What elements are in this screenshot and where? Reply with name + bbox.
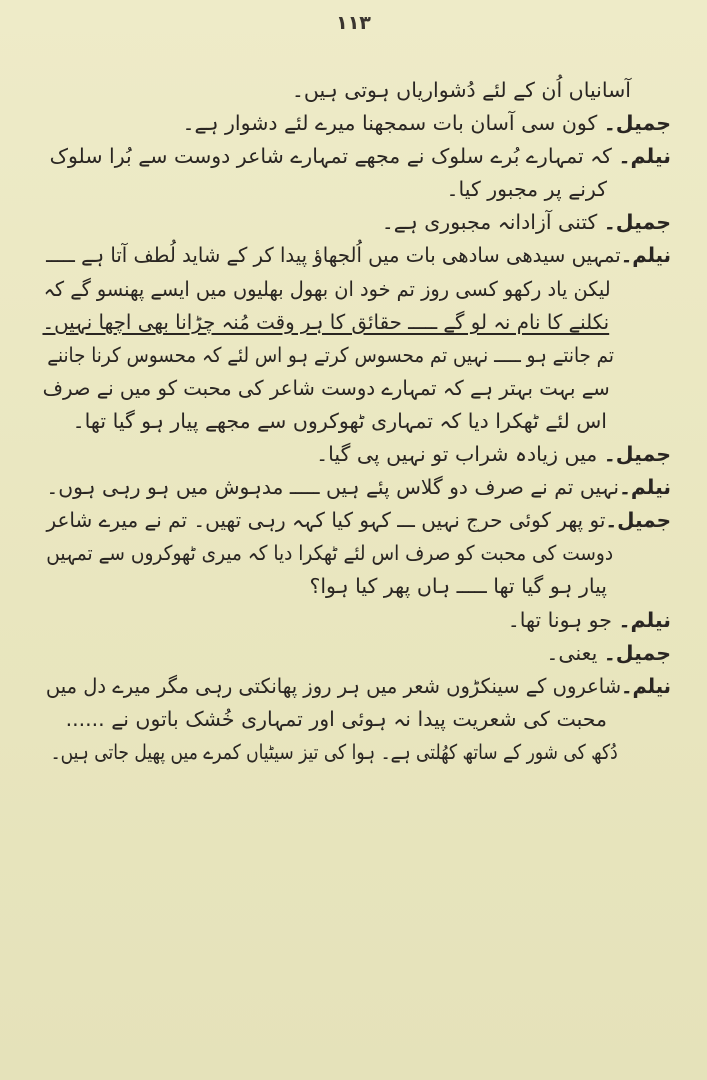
line-text: نہیں تم نے صرف دو گلاس پئے ہیں ـــــ مدہوش میں ہو رہی ہوں۔ <box>46 475 619 500</box>
text-line <box>46 239 671 272</box>
speaker-name: جمیل۔ <box>605 508 671 533</box>
text-line <box>47 339 671 372</box>
line-text: کون سی آسان بات سمجھنا میرے لئے دشوار ہے۔ <box>182 111 604 136</box>
text-line <box>40 637 671 670</box>
speaker-name: جمیل۔ <box>603 442 671 467</box>
line-text: کتنی آزادانہ مجبوری ہے۔ <box>381 210 604 235</box>
line-text: تم جانتے ہو ـــــ نہیں تم محسوس کرتے ہو اس لئے کہ محسوس کرنا جاننے <box>47 342 614 367</box>
speaker-name: جمیل۔ <box>603 210 671 235</box>
text-line <box>40 173 671 206</box>
line-text: میں زیادہ شراب تو نہیں پی گیا۔ <box>316 442 604 467</box>
line-text: لیکن یاد رکھو کسی روز تم خود ان بھول بھلیوں میں ایسے پھنسو گے کہ <box>43 276 611 301</box>
text-line <box>40 107 671 140</box>
line-text: جو ہونا تھا۔ <box>507 607 619 632</box>
speaker-name: نیلم۔ <box>618 144 671 169</box>
line-text: کرنے پر مجبور کیا۔ <box>446 177 607 202</box>
line-text: دُکھ کی شور کے ساتھ کھُلتی ہے۔ ہوا کی تیز سیٹیاں کمرے میں پھیل جاتی ہیں۔ <box>50 739 618 764</box>
text-line <box>40 140 671 173</box>
dialogue-text <box>40 74 671 769</box>
text-line <box>40 703 671 736</box>
page-number: ۱۱۳ <box>336 12 371 34</box>
line-text: تو پھر کوئی حرج نہیں ـــ کہو کیا کہہ رہی تھیں۔ تم نے میرے شاعر <box>46 508 606 533</box>
line-text: کہ تمہارے بُرے سلوک نے مجھے تمہارے شاعر دوست سے بُرا سلوک <box>49 144 619 169</box>
speaker-name: جمیل۔ <box>603 640 671 665</box>
text-line <box>45 670 671 703</box>
text-line <box>42 306 671 339</box>
line-text: نکلنے کا نام نہ لو گے ـــــ حقائق کا ہر وقت مُنہ چڑانا بھی اچھا نہیں۔ <box>42 309 610 334</box>
line-text: سے بہت بہتر ہے کہ تمہارے دوست شاعر کی محبت کو میں نے صرف <box>42 375 610 400</box>
text-line <box>43 273 671 306</box>
text-line <box>40 206 671 239</box>
text-line <box>42 372 671 405</box>
line-text: اس لئے ٹھکرا دیا کہ تمہاری ٹھوکروں سے مجھے پیار ہو گیا تھا۔ <box>72 408 607 433</box>
line-text: آسانیاں اُن کے لئے دُشواریاں ہوتی ہیں۔ <box>291 78 631 102</box>
speaker-name: جمیل۔ <box>603 111 671 136</box>
speaker-name: نیلم۔ <box>618 607 671 632</box>
text-line <box>40 438 671 471</box>
text-line <box>50 736 671 769</box>
line-text: دوست کی محبت کو صرف اس لئے ٹھکرا دیا کہ میری ٹھوکروں سے تمہیں <box>46 541 614 566</box>
text-line <box>40 570 671 603</box>
text-line <box>46 504 671 537</box>
text-line <box>46 537 671 570</box>
text-line <box>40 405 671 438</box>
speaker-name: نیلم۔ <box>618 475 671 500</box>
speaker-name: نیلم۔ <box>620 243 671 268</box>
text-line <box>40 74 671 107</box>
line-text: تمہیں سیدھی سادھی بات میں اُلجھاؤ پیدا کر کے شاید لُطف آتا ہے ـــــ <box>46 243 621 268</box>
line-text: شاعروں کے سینکڑوں شعر میں ہر روز پھانکتی رہی مگر میرے دل میں <box>45 673 622 698</box>
line-text: محبت کی شعریت پیدا نہ ہوئی اور تمہاری خُشک باتوں نے ...... <box>65 706 607 731</box>
text-line <box>46 471 671 504</box>
text-line <box>40 604 671 637</box>
line-text: یعنی۔ <box>546 640 604 665</box>
line-text: پیار ہو گیا تھا ـــــ ہاں پھر کیا ہوا؟ <box>309 574 607 599</box>
speaker-name: نیلم۔ <box>621 673 671 698</box>
